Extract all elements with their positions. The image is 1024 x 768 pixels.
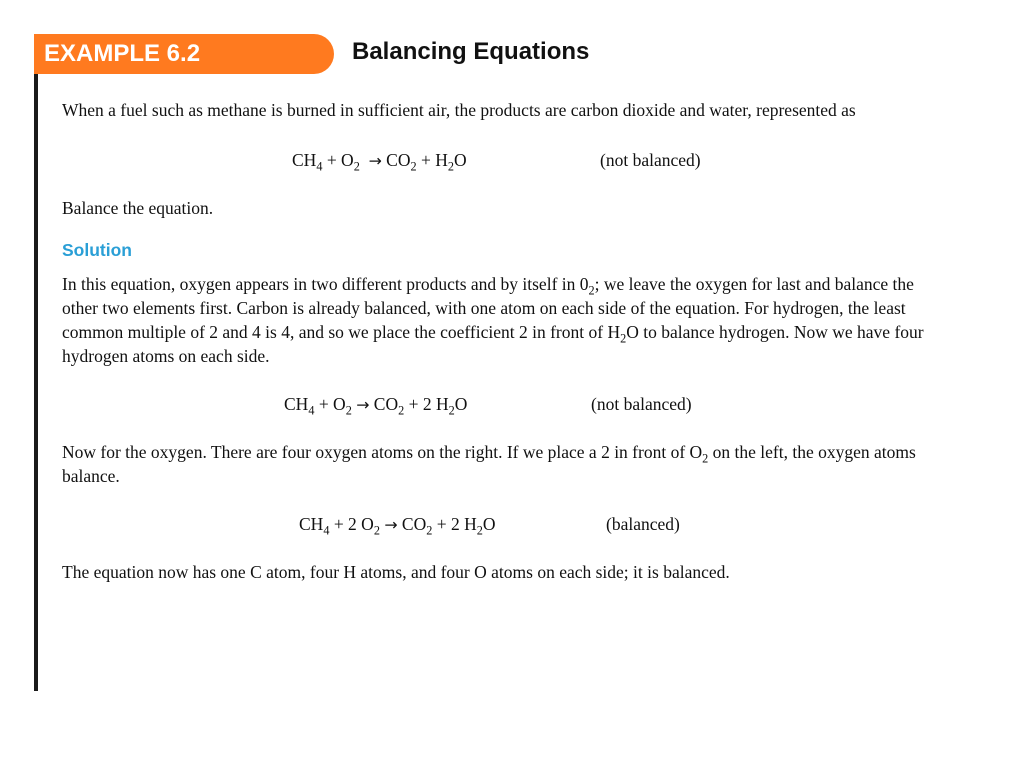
example-label: EXAMPLE 6.2 xyxy=(44,40,201,67)
page-title: Balancing Equations xyxy=(352,38,590,65)
reaction-arrow-icon: → xyxy=(368,151,382,170)
equation-2-note: (not balanced) xyxy=(591,394,692,414)
example-content xyxy=(62,98,952,584)
equation-1-note: (not balanced) xyxy=(600,150,701,170)
oxygen-paragraph: Now for the oxygen. There are four oxygen atoms on the right. If we place a 2 in front of $O_2$ on the left, the oxygen atoms balance. xyxy=(62,442,916,486)
reaction-arrow-icon: → xyxy=(384,515,398,534)
left-margin-rule xyxy=(34,34,38,691)
equation-3-note: (balanced) xyxy=(606,514,680,534)
equation-2 xyxy=(62,392,952,416)
equation-1-formula: $CH_4 + O_2 \to CO_2 + H_2O$ xyxy=(292,150,467,174)
equation-1 xyxy=(62,148,952,172)
task-text: Balance the equation. xyxy=(62,198,214,218)
reaction-arrow-icon: → xyxy=(356,395,370,414)
conclusion-paragraph: The equation now has one C atom, four H atoms, and four O atoms on each side; it is balanced. xyxy=(62,562,730,582)
intro-paragraph: When a fuel such as methane is burned in sufficient air, the products are carbon dioxide and water, represented as xyxy=(62,100,856,120)
equation-2-formula: $CH_4 + O_2 \to CO_2 + 2$ $H_2O$ xyxy=(284,394,468,418)
example-badge xyxy=(34,34,334,74)
solution-heading: Solution xyxy=(62,240,132,260)
equation-3 xyxy=(62,512,952,536)
solution-paragraph: In this equation, oxygen appears in two different products and by itself in $0_2$; we leave the oxygen for last and balance the other two elements first. Carbon is already balanced, with one atom on each side of the equation. For hydrogen, the least common multiple of 2 and 4 is 4, and so we place the coefficient 2 in front of $H_2O$ to balance hydrogen. Now we have four hydrogen atoms on each side. xyxy=(62,274,924,366)
equation-3-formula: $CH_4 + 2$ $O_2 \to CO_2 + 2$ $H_2O$ xyxy=(299,514,496,538)
